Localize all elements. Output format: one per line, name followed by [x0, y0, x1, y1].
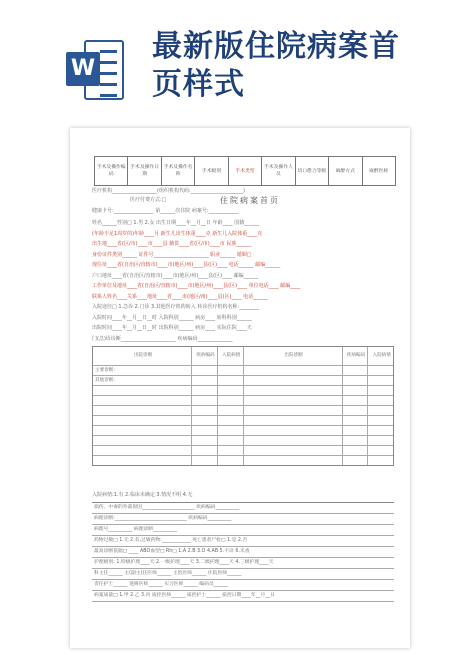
- surgery-header-cell: 手术类型: [229, 157, 262, 185]
- diagnosis-cell: [343, 446, 369, 455]
- diagnosis-cell: [192, 456, 218, 465]
- lower-row: 护理级别: 1.特级护理____天 2.一级护理____天 3.二级护理____天 4.三级护理____天: [92, 558, 394, 569]
- patient-info-row: 身份证件类别______ 证件号______________________ 职业______ 婚姻□: [92, 251, 252, 258]
- diagnosis-cell: [244, 406, 343, 415]
- lower-row: 损伤、中毒的外部原因______________________ 疾病编码__________: [92, 503, 394, 514]
- diagnosis-cell: 主要诊断:: [93, 366, 192, 375]
- diagnosis-cell: [244, 436, 343, 445]
- diagnosis-cell: [192, 416, 218, 425]
- surgery-header-cell: 手术及操作编码: [95, 157, 128, 185]
- diagnosis-cell: [192, 366, 218, 375]
- patient-info-row: 联系人姓名____关系____地址____省____市(地区/州)____县(区)____ 电话______: [92, 293, 269, 300]
- diagnosis-cell: [192, 446, 218, 455]
- lower-row: 病理诊断:______________________________ 疾病编码__________: [92, 514, 394, 525]
- diagnosis-header-cell: 出院诊断: [244, 347, 343, 365]
- diagnosis-cell: [244, 386, 343, 395]
- diagnosis-header-cell: 入院病情: [372, 353, 391, 358]
- times-line: 健康卡号:________________ 第______次住院 病案号:____________: [92, 208, 239, 214]
- diagnosis-cell: [218, 436, 244, 445]
- surgery-header-table: [94, 156, 396, 186]
- diagnosis-row: [93, 446, 393, 456]
- diagnosis-cell: [218, 386, 244, 395]
- diagnosis-cell: [368, 456, 393, 465]
- diagnosis-cell: [343, 376, 369, 385]
- diagnosis-cell: [244, 446, 343, 455]
- diagnosis-cell: [343, 366, 369, 375]
- patient-info-row: 出生地____省(区/市)____市____县 籍贯____省(区/市)____市 民族______: [92, 241, 252, 247]
- diagnosis-cell: [192, 426, 218, 435]
- word-document-icon: [66, 40, 128, 100]
- patient-info-row: 门(急)诊诊断______________________ 疾病编码______________: [92, 335, 233, 342]
- diagnosis-cell: [218, 416, 244, 425]
- diagnosis-cell: [93, 426, 192, 435]
- lower-row: 最高诊断依据□ ____ ABO血型□ Rh□ 1.A 2.B 3.O 4.AB 5.不详 6.未查: [92, 547, 394, 558]
- diagnosis-row: [93, 396, 393, 406]
- patient-info-row: 现住址____省(自治区/直辖市)____市(地区/州)____县(区)____ 电话______ 邮编______: [92, 262, 281, 268]
- lower-row: 药物过敏□ 1.无 2.有,过敏药物:____________ 死亡患者尸检□ 1.是 2.否: [92, 536, 394, 547]
- surgery-header-cell: 麻醉医师: [369, 168, 389, 174]
- banner: [0, 0, 474, 120]
- surgery-header-cell: 麻醉方式: [329, 157, 362, 185]
- diagnosis-cell: [218, 406, 244, 415]
- lower-row: 责任护士______ 进修医师______ 实习医师______ 编码员______: [92, 580, 394, 591]
- lower-row: 病理号__________ 病理诊断__________: [92, 525, 394, 536]
- diagnosis-cell: [192, 406, 218, 415]
- diagnosis-cell: [218, 376, 244, 385]
- surgery-header-cell: 切口愈合等级: [296, 157, 329, 185]
- diagnosis-cell: [343, 416, 369, 425]
- admit-condition-legend: 入院病情:1.有 2.临床未确定 3.情况不明 4.无: [92, 492, 193, 498]
- diagnosis-cell: [218, 396, 244, 405]
- diagnosis-cell: [93, 396, 192, 405]
- lower-row: 病案质量□ 1.甲 2.乙 3.丙 质控医师______ 质控护士______ 质控日期____年__月__日: [92, 591, 394, 602]
- surgery-header-cell: 手术及操作人员: [262, 157, 295, 185]
- diagnosis-cell: [368, 436, 393, 445]
- form-preview-sheet: [70, 128, 410, 648]
- diagnosis-header-cell: 入院病情: [218, 347, 244, 365]
- diagnosis-cell: [218, 426, 244, 435]
- diagnosis-row: [93, 456, 393, 465]
- diagnosis-cell: [368, 406, 393, 415]
- diagnosis-cell: [93, 406, 192, 415]
- diagnosis-cell: [343, 426, 369, 435]
- diagnosis-cell: [368, 416, 393, 425]
- diagnosis-cell: [93, 446, 192, 455]
- diagnosis-row: [93, 406, 393, 416]
- patient-info-row: 入院时间____年__月__日__时 入院科别______ 病房____ 转科科别______: [92, 314, 252, 321]
- document-title: 住院病案首页: [220, 196, 280, 205]
- patient-info-row: 出院时间____年__月__日__时 出院科别______ 病房____ 实际住院____天: [92, 325, 252, 331]
- diagnosis-cell: [192, 386, 218, 395]
- diagnosis-cell: [244, 396, 343, 405]
- diagnosis-cell: [343, 406, 369, 415]
- diagnosis-cell: [93, 456, 192, 465]
- diagnosis-row: [93, 376, 393, 386]
- diagnosis-cell: [192, 436, 218, 445]
- lower-section: [92, 502, 394, 602]
- diagnosis-header-row: [93, 347, 393, 366]
- diagnosis-cell: [343, 436, 369, 445]
- diagnosis-row: [93, 426, 393, 436]
- patient-info-row: 工作单位及地址____省(自治区/直辖市)____市(地区/州)____县(区)____ 单位电话____ 邮编____: [92, 283, 301, 289]
- diagnosis-cell: [343, 396, 369, 405]
- patient-info-row: 户口地址____省(自治区/直辖市)____市(地区/州)____县(区)____ 邮编______: [92, 272, 259, 279]
- diagnosis-row: [93, 386, 393, 396]
- diagnosis-row: [93, 436, 393, 446]
- diagnosis-row: [93, 366, 393, 376]
- pay-line: 医疗付费方式:□: [130, 197, 167, 203]
- diagnosis-cell: [192, 376, 218, 385]
- patient-info-row: (年龄不足1周岁的)年龄____月 新生儿出生体重____克 新生儿入院体重____克: [92, 230, 263, 237]
- diagnosis-table: [92, 346, 394, 466]
- diagnosis-cell: [244, 426, 343, 435]
- diagnosis-cell: [368, 376, 393, 385]
- diagnosis-cell: [368, 386, 393, 395]
- patient-info-row: 入院途径□ 1.急诊 2.门诊 3.其他医疗机构转入 转诊医疗机构名称:________: [92, 304, 260, 310]
- org-line: 医疗机构__________________(组织机构代码:_____________________): [92, 188, 246, 194]
- diagnosis-header-cell: 疾病编码: [343, 347, 369, 365]
- title-line-1: 最新版住院病案首: [152, 29, 400, 64]
- diagnosis-cell: [368, 426, 393, 435]
- diagnosis-cell: [244, 416, 343, 425]
- diagnosis-row: [93, 416, 393, 426]
- diagnosis-header-cell: 出院诊断: [93, 347, 192, 365]
- word-badge: W: [66, 52, 100, 86]
- page-title: [152, 28, 400, 104]
- diagnosis-cell: [368, 396, 393, 405]
- lower-row: 科主任______ 主(副主)任医师______ 主治医师______ 住院医师______: [92, 569, 394, 580]
- surgery-header-cell: 手术级别: [195, 157, 228, 185]
- diagnosis-cell: [343, 456, 369, 465]
- diagnosis-cell: [244, 376, 343, 385]
- surgery-header-cell: 手术及操作名称: [162, 157, 195, 185]
- diagnosis-cell: [244, 366, 343, 375]
- diagnosis-cell: [343, 386, 369, 395]
- diagnosis-cell: [93, 386, 192, 395]
- patient-info-row: 姓名______性别□ 1.男 2.女 出生日期____年__月__日 年龄____ 国籍______: [92, 220, 260, 226]
- diagnosis-cell: [368, 446, 393, 455]
- diagnosis-cell: [192, 396, 218, 405]
- diagnosis-header-cell: 疾病编码: [192, 347, 218, 365]
- diagnosis-cell: [218, 456, 244, 465]
- diagnosis-cell: [368, 366, 393, 375]
- surgery-header-cell: 手术及操作日期: [128, 157, 161, 185]
- diagnosis-cell: [93, 436, 192, 445]
- diagnosis-cell: [93, 416, 192, 425]
- diagnosis-cell: [218, 446, 244, 455]
- diagnosis-cell: [244, 456, 343, 465]
- title-line-2: 页样式: [152, 67, 245, 102]
- diagnosis-cell: [218, 366, 244, 375]
- diagnosis-cell: 其他诊断:: [93, 376, 192, 385]
